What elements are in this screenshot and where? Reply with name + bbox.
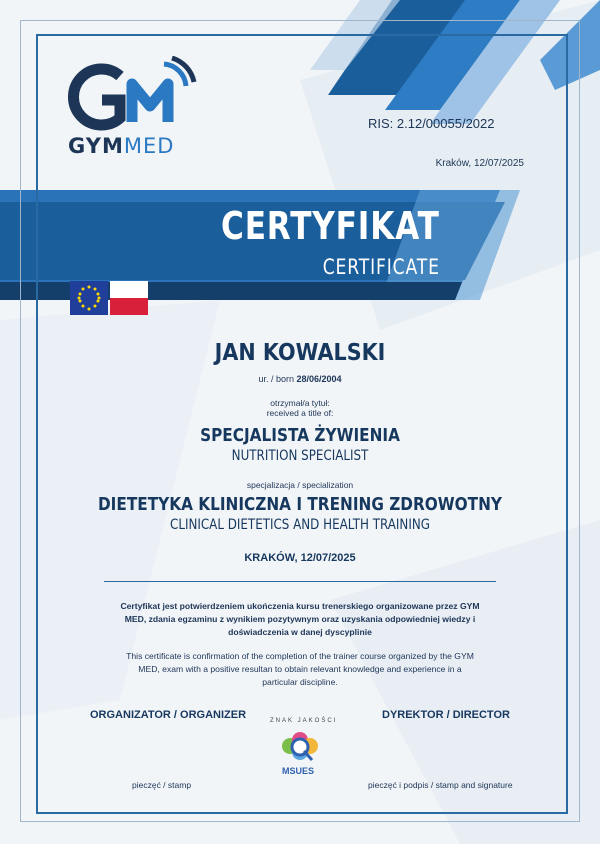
title-polish: SPECJALISTA ŻYWIENIA — [200, 425, 400, 446]
divider-line — [104, 581, 496, 582]
title-english: NUTRITION SPECIALIST — [231, 448, 369, 464]
specialization-english: CLINICAL DIETETICS AND HEALTH TRAINING — [170, 517, 430, 533]
received-label-pl: otrzymał/a tytuł: — [270, 398, 330, 408]
gymmed-logo-icon — [68, 56, 208, 136]
quality-mark-name: MSUES — [282, 766, 315, 776]
statement-polish: Certyfikat jest potwierdzeniem ukończenia kursu trenerskiego organizowane przez GYM MED, zdania egzaminu z wynikiem pozytywnym oraz uzyskania odpowiedniej wiedzy i doświadczenia w danej dyscyplinie — [120, 601, 480, 637]
certificate-title: CERTYFIKAT — [221, 204, 440, 248]
recipient-name: JAN KOWALSKI — [214, 340, 386, 366]
issue-place-date: Kraków, 12/07/2025 — [435, 158, 524, 169]
poland-flag-icon — [110, 281, 148, 315]
certificate-place-date: KRAKÓW, 12/07/2025 — [244, 552, 356, 564]
certificate-subtitle: CERTIFICATE — [322, 255, 440, 279]
director-label: DYREKTOR / DIRECTOR — [382, 709, 510, 721]
registration-number: RIS: 2.12/00055/2022 — [368, 116, 495, 131]
quality-mark-label: ZNAK JAKOŚCI — [270, 718, 338, 724]
specialization-label: specjalizacja / specialization — [246, 480, 354, 490]
stamp-label: pieczęć / stamp — [132, 780, 192, 790]
eu-flag-icon — [70, 281, 108, 315]
stamp-signature-label: pieczęć i podpis / stamp and signature — [368, 780, 513, 790]
received-label-en: received a title of: — [266, 408, 334, 418]
organizer-label: ORGANIZATOR / ORGANIZER — [90, 709, 247, 721]
specialization-polish: DIETETYKA KLINICZNA I TRENING ZDROWOTNY — [97, 494, 503, 515]
birth-date: ur. / born 28/06/2004 — [258, 374, 342, 384]
statement-english: This certificate is confirmation of the completion of the trainer course organized by the GYM MED, exam with a positive resultan to obtain relevant knowledge and experience in a particular discipline. — [126, 651, 474, 687]
brand-wordmark: GYMMED — [68, 134, 175, 158]
